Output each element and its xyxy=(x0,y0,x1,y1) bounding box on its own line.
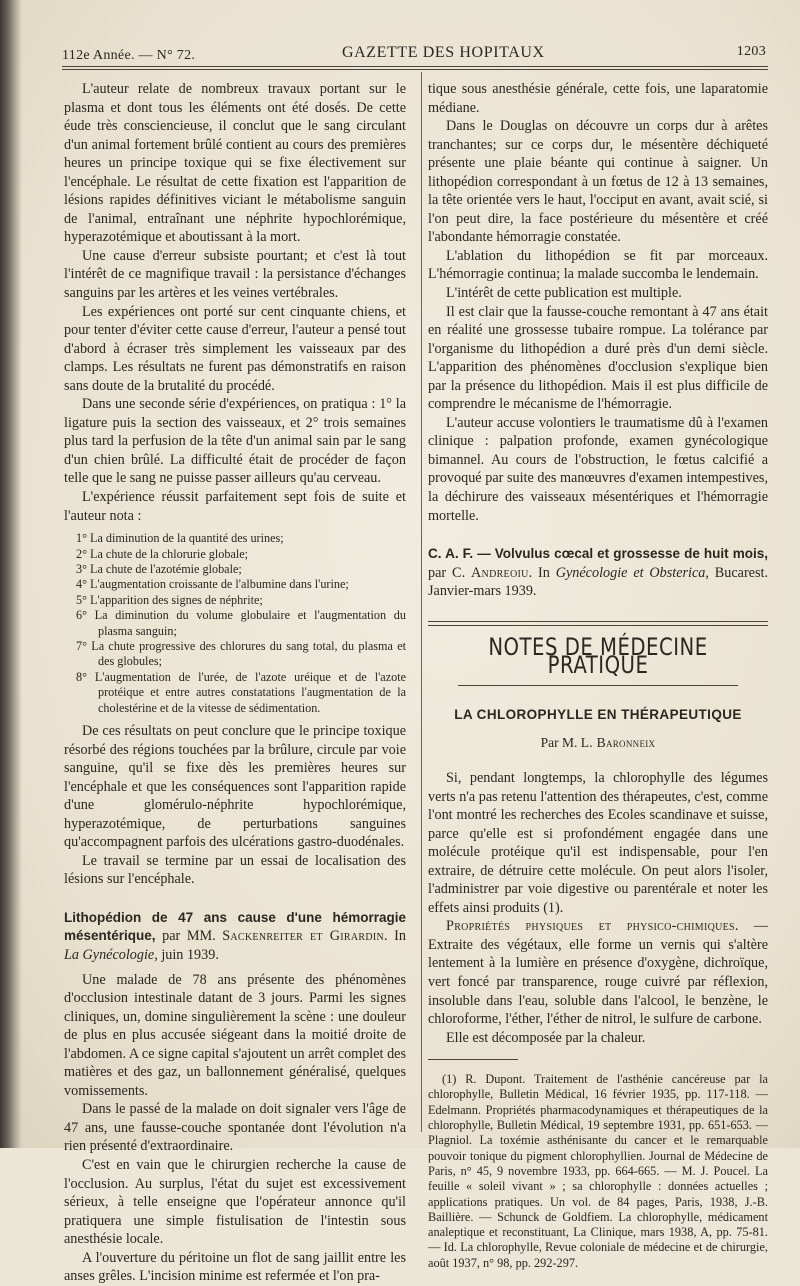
running-header xyxy=(62,44,768,66)
list-item: 2° La chute de la chlorurie globale; xyxy=(76,546,249,561)
paragraph: Dans le Douglas on découvre un corps dur à arêtes tranchantes; sur ce corps dur, le mésentère déchiqueté présente une plaie béante qui continue à saigner. Un lithopédion correspondant à un fœtus de 12 à 13 semaines, la tête orientée vers le haut, l'occiput en avant, avait scié, si l'on peut dire, la face postérieure du mésentère et créé l'abondante hémorragie constatée. xyxy=(428,118,768,246)
header-rule-secondary xyxy=(62,69,768,70)
list-item: 6° La diminution du volume globulaire et l'augmentation du plasma sanguin; xyxy=(76,608,406,638)
paragraph: L'auteur relate de nombreux travaux portant sur le plasma et dont tous les éléments ont été dosés. De cette éude très consciencieuse, il conclut que le sang circulant d'un animal fortement brûlé contient au cours des premières heures un principe toxique qui se fixe électivement sur l'encéphale. Le résultat de cette fixation est l'apparition de lésions rapides définitives viciant le métabolisme sanguin de l'animal, entraînant une néphrite hypochlorémique, hyperazotémique et aboutissant à la mort. xyxy=(64,81,406,246)
paragraph: L'auteur accuse volontiers le traumatisme dû à l'examen clinique : palpation profonde, examen gynécologique bimannel. Au cours de l'obstruction, le fœtus calcifié a provoqué par suite des manœuvres d'examen intempestives, la déchirure des vaisseaux mésentériques et l'hémorragie mortelle. xyxy=(428,414,768,524)
paragraph: Si, pendant longtemps, la chlorophylle des légumes verts n'a pas retenu l'attention des thérapeutes, c'est, comme l'ont montré les recherches des Ecoles scandinave et suisse, parce qu'elle est si profondément engagée dans une molécule protéique qu'il est indispensable, pour l'en extraire, de détruire cette molécule. On peut alors l'isoler, l'administrer par voie digestive ou parentérale et noter les effets ainsi produits (1). xyxy=(428,769,768,916)
article-author: C. Andreoiu xyxy=(452,564,529,581)
paragraph: Une malade de 78 ans présente des phénomènes d'occlusion intestinale datant de 3 jours. Parmi les signes cliniques, un, domine singulièrement la scène : une douleur de plus en plus accusée siégeant dans la moitié droite de l'abdomen. A ce signe capital s'ajoutent un arrêt complet des matières et des gaz, un ballonnement généralisé, quelques vomissements. xyxy=(64,971,406,1099)
article-author: L. Baronneix xyxy=(580,735,656,751)
paragraph: Une cause d'erreur subsiste pourtant; et c'est là tout l'intérêt de ce magnifique travail : la persistance d'échanges sanguins par les artères et les veines vertébrales. xyxy=(64,247,406,302)
page-number: 1203 xyxy=(736,44,766,59)
footnote-text: (1) R. Dupont. Traitement de l'asthénie cancéreuse par la chlorophylle, Bulletin Médical, 16 février 1935, pp. 117-118. — Edelmann. Propriétés pharmacodynamiques et thérapeutiques de la chlorophylle, Bulletin Médical, 19 septembre 1931, pp. 651-653. — Plagniol. La toxémie asthénisante du cancer et le remarquable pouvoir tonique du pigment chlorophyllien. Journal de Médecine de Paris, n° 45, 9 novembre 1933, pp. 664-665. — M. J. Poucel. La feuille « soleil vivant » ; sa chlorophylle : données actuelles ; applications pratiques. Un vol. de 84 pages, Paris, 1938, J.-B. Baillière. — Schunck de Goldfiem. La chlorophylle, médicament analeptique et reconstituant, La Clinique, mars 1938, A, pp. 75-81. — Id. La chlorophylle, Revue coloniale de médecine et de chirurgie, août 1937, n° 98, pp. 292-297. xyxy=(428,1072,768,1270)
section-rule xyxy=(428,621,768,622)
paragraph: Dans le passé de la malade on doit signaler vers l'âge de 47 ans, une fausse-couche spontanée dont l'évolution n'a rien présenté d'extraordinaire. xyxy=(64,1101,406,1155)
paragraph: Elle est décomposée par la chaleur. xyxy=(446,1029,646,1046)
left-column xyxy=(64,80,406,1286)
paragraph: Dans une seconde série d'expériences, on pratiqua : 1° la ligature puis la section des vaisseaux, et 2° trois semaines plus tard la perfusion de la tête d'un animal sain par le sang d'un chien brûlé. La difficulté était de procéder de façon telle que le sang ne puisse passer ailleurs qu'au cerveau. xyxy=(64,396,406,487)
paragraph: L'ablation du lithopédion se fit par morceaux. L'hémorragie continua; la malade succomba le lendemain. xyxy=(428,247,768,283)
paragraph: Propriétés physiques et physico-chimiques. — Extraite des végétaux, elle forme un vernis qui s'altère lentement à la lumière en présence d'oxygène, dichroïque, vert foncé par transparence, rouge cuivré par réflexion, insoluble dans l'eau, soluble dans l'alcool, le benzène, le chloroforme, l'éther, l'éther de nitrol, le sulfure de carbone. xyxy=(428,918,768,1028)
paragraph: Les expériences ont porté sur cent cinquante chiens, et pour tenter d'éviter cette cause d'erreur, l'auteur a pensé tout d'abord à écraser très simplement les vaisseaux par des clamps. Les résultats ne furent pas démonstratifs en raison sans doute de la brutalité du procédé. xyxy=(64,303,406,394)
book-spine-shadow xyxy=(0,0,22,1148)
footnote xyxy=(428,1072,768,1271)
paragraph: L'intérêt de cette publication est multiple. xyxy=(446,285,682,302)
paragraph: Le travail se termine par un essai de localisation des lésions sur l'encéphale. xyxy=(64,852,406,888)
article-heading: C. A. F. — Volvulus cœcal et grossesse de huit mois, par C. Andreoiu. In Gynécologie et Obsterica, Bucarest. Janvier-mars 1939. xyxy=(428,546,768,600)
article-title: LA CHLOROPHYLLE EN THÉRAPEUTIQUE xyxy=(454,706,742,722)
article-heading: Lithopédion de 47 ans cause d'une hémorragie mésentérique, par MM. Sackenreiter et Girardin. In La Gynécologie, juin 1939. xyxy=(64,909,406,964)
issue-number: 112e Année. — N° 72. xyxy=(62,48,196,63)
journal-name: Gynécologie et Obsterica xyxy=(555,564,706,581)
list-item: 7° La chute progressive des chlorures du sang total, du plasma et des globules; xyxy=(76,638,406,669)
article-title: C. A. F. — Volvulus cœcal et grossesse de huit mois, xyxy=(428,546,768,562)
list-item: 3° La chute de l'azotémie globale; xyxy=(76,561,242,576)
paragraph: C'est en vain que le chirurgien recherche la cause de l'occlusion. Au surplus, l'état du sujet est excessivement sérieux, à telle enseigne que l'opérateur annonce qu'il pratiquera une simple fistulisation de l'intestin sous anesthésie locale. xyxy=(64,1157,406,1248)
paragraph: De ces résultats on peut conclure que le principe toxique résorbé des régions touchées par la brûlure, circule par voie sanguine, qu'il se fixe dès les premières heures sur l'encéphale et que les conséquences sont l'apparition rapide d'une glomérulo-néphrite hypochlorémique, hyperazotémique, de perturbations sanguines qu'accompagnent parfois des ulcérations gastro-duodénales. xyxy=(64,723,406,851)
list-item: 8° L'augmentation de l'urée, de l'azote uréique et de l'azote protéique et entre autres constatations l'augmentation de la cholestérine et de la vitesse de sédimentation. xyxy=(76,669,406,715)
list-item: 4° L'augmentation croissante de l'albumine dans l'urine; xyxy=(76,577,349,592)
list-item: 5° L'apparition des signes de néphrite; xyxy=(76,592,263,607)
paragraph: L'expérience réussit parfaitement sept fois de suite et l'auteur nota : xyxy=(64,489,406,524)
article-title: Lithopédion de 47 ans cause d'une hémorragie mésentérique, xyxy=(64,909,406,944)
footnote-rule xyxy=(428,1059,518,1060)
column-separator xyxy=(421,72,422,1132)
findings-list xyxy=(64,531,406,716)
list-item: 1° La diminution de la quantité des urines; xyxy=(76,531,284,546)
section-title: NOTES DE MÉDECINE PRATIQUE xyxy=(488,632,708,680)
paragraph: Il est clair que la fausse-couche remontant à 47 ans était en réalité une grossesse tubaire rompue. La tolérance par l'organisme du lithopédion a duré près d'un demi siècle. L'apparition des phénomènes d'occlusion s'explique bien par la présence du lithopédion. Mais il est plus difficile de comprendre le mécanisme de l'hémorragie. xyxy=(428,303,768,413)
header-rule xyxy=(62,66,768,67)
section-rule xyxy=(428,625,768,626)
section-title-rule xyxy=(458,685,738,686)
journal-name: La Gynécologie xyxy=(64,947,155,964)
paragraph: tique sous anesthésie générale, cette fois, une laparatomie médiane. xyxy=(428,81,768,116)
article-byline: Par M. L. Baronneix xyxy=(540,735,656,751)
subsection-heading: Propriétés physiques et physico-chimiques. xyxy=(446,918,739,935)
paragraph: A l'ouverture du péritoine un flot de sang jaillit entre les anses grêles. L'incision minime est refermée et l'on pra- xyxy=(64,1249,406,1285)
article-authors: Sackenreiter et Girardin xyxy=(222,928,385,945)
right-column xyxy=(428,80,768,1271)
journal-title: GAZETTE DES HOPITAUX xyxy=(342,44,545,61)
